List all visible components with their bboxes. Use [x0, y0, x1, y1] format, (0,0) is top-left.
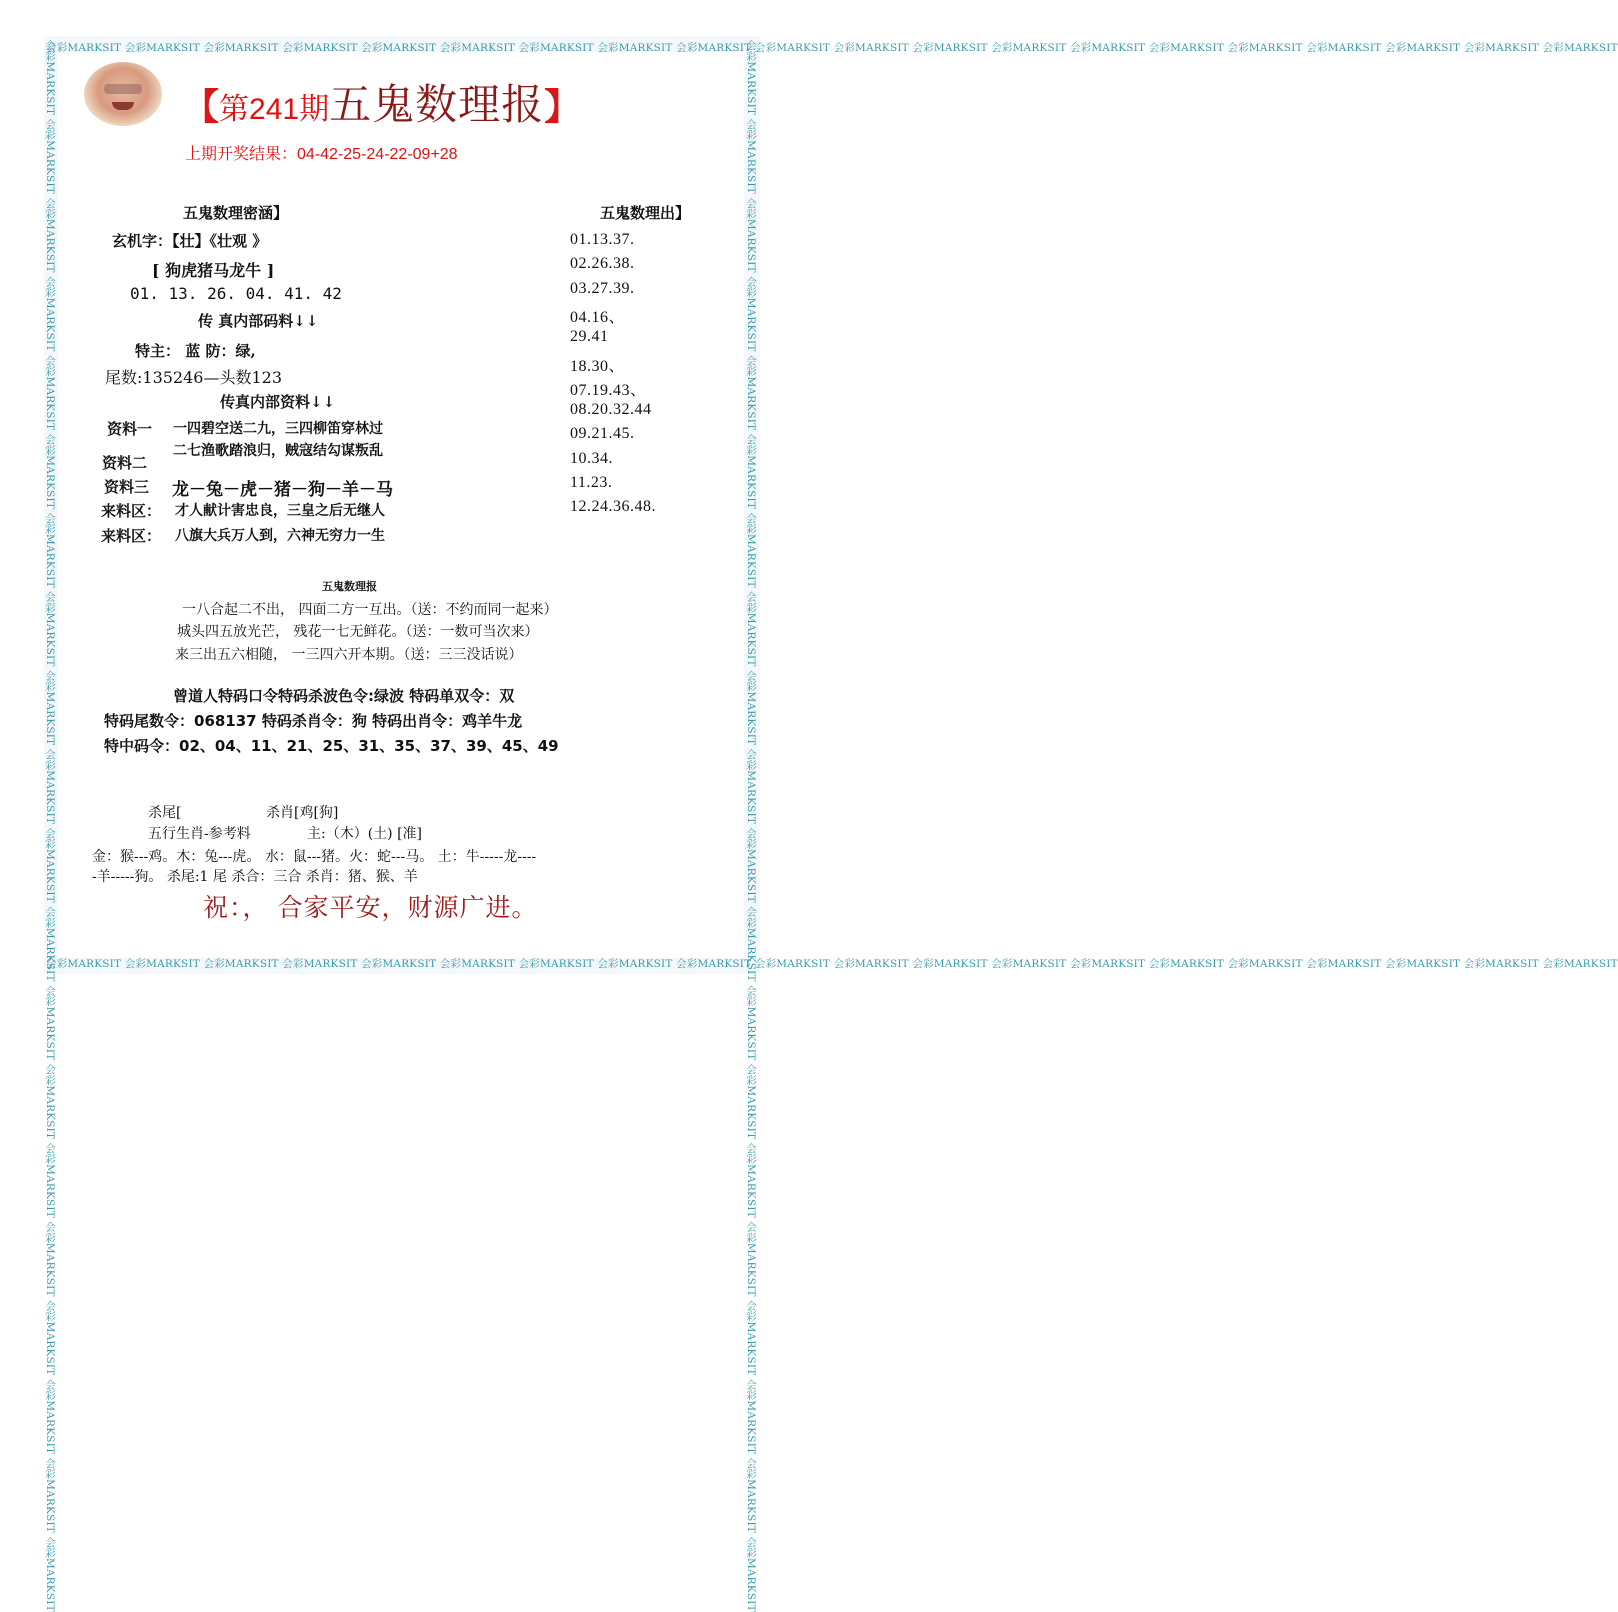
right-number-row: 08.20.32.44 — [570, 401, 652, 419]
info-label-4: 来料区： — [101, 502, 162, 520]
right-number-row: 10.34. — [570, 449, 613, 467]
command-line-1: 曾道人特码口令特码杀波色令:绿波 特码单双令：双 — [173, 687, 515, 705]
poem-line-3: 来三出五六相随， 一三四六开本期。（送：三三没话说） — [175, 647, 523, 663]
last-result-label: 上期开奖结果： — [185, 146, 298, 163]
info-text-1: 一四碧空送二九，三四柳笛穿林过 — [173, 421, 383, 437]
info-label-1: 资料一 — [107, 420, 153, 438]
blessing: 祝：， 合家平安，财源广进。 — [203, 893, 538, 922]
command-line-3: 特中码令：02、04、11、21、25、31、35、37、39、45、49 — [104, 737, 559, 755]
title-text: 五鬼数理报 — [329, 80, 545, 129]
info-text-5: 八旗大兵万人到，六神无穷力一生 — [175, 528, 385, 544]
title-bracket-close: 】 — [544, 86, 581, 128]
kill-tail: 杀尾[ — [148, 805, 182, 821]
border-watermark-bottom: 会彩MARKSIT 会彩MARKSIT 会彩MARKSIT 会彩MARKSIT 会彩MARKSIT 会彩MARKSIT 会彩MARKSIT 会彩MARKSIT 会彩MARKSIT 会彩MARKSIT 会彩MARKSIT 会彩MARKSIT 会彩MARKSIT 会彩MARKSIT 会彩MARKSIT 会彩MARKSIT 会彩MARKSIT 会彩MARKSIT 会彩MARKSIT 会彩MARKSIT — [46, 958, 1618, 970]
right-heading: 五鬼数理出】 — [600, 204, 691, 222]
fax-info-heading: 传真内部资料↓↓ — [220, 393, 336, 411]
zodiac-list: [ 狗虎猪马龙牛 ] — [152, 261, 275, 280]
info-text-2: 二七渔歌踏浪归，贼寇结勾谋叛乱 — [173, 443, 383, 459]
right-number-row: 12.24.36.48. — [570, 498, 656, 516]
wuxing-reference: 五行生肖-参考料 — [148, 826, 251, 842]
poem-heading: 五鬼数理报 — [322, 580, 377, 593]
border-watermark-left: 会彩MARKSIT 会彩MARKSIT 会彩MARKSIT 会彩MARKSIT 会彩MARKSIT 会彩MARKSIT 会彩MARKSIT 会彩MARKSIT 会彩MARKSIT 会彩MARKSIT 会彩MARKSIT 会彩MARKSIT 会彩MARKSIT 会彩MARKSIT 会彩MARKSIT 会彩MARKSIT 会彩MARKSIT 会彩MARKSIT 会彩MARKSIT 会彩MARKSIT — [44, 40, 56, 1612]
number-list: 01. 13. 26. 04. 41. 42 — [130, 284, 342, 303]
right-number-row: 04.16、 — [570, 308, 626, 326]
poem-line-2: 城头四五放光芒， 残花一七无鲜花。（送：一数可当次来） — [177, 624, 539, 640]
info-text-4: 才人献计害忠良，三皇之后无继人 — [175, 503, 385, 519]
command-line-2: 特码尾数令：068137 特码杀肖令：狗 特码出肖令：鸡羊牛龙 — [104, 712, 523, 730]
right-number-row: 02.26.38. — [570, 255, 635, 273]
info-text-3: 龙－兔－虎－猪－狗－羊－马 — [172, 480, 393, 500]
right-number-row: 11.23. — [570, 474, 613, 491]
tail-numbers: 尾数:135246—头数123 — [105, 368, 283, 387]
left-heading: 五鬼数理密涵】 — [183, 204, 289, 222]
right-number-row: 18.30、 — [570, 357, 626, 375]
right-number-row: 29.41 — [570, 328, 609, 346]
right-number-row: 07.19.43、 — [570, 381, 647, 399]
info-label-2: 资料二 — [102, 454, 148, 472]
border-watermark-right: 会彩MARKSIT 会彩MARKSIT 会彩MARKSIT 会彩MARKSIT 会彩MARKSIT 会彩MARKSIT 会彩MARKSIT 会彩MARKSIT 会彩MARKSIT 会彩MARKSIT 会彩MARKSIT 会彩MARKSIT 会彩MARKSIT 会彩MARKSIT 会彩MARKSIT 会彩MARKSIT 会彩MARKSIT 会彩MARKSIT 会彩MARKSIT 会彩MARKSIT — [745, 40, 757, 1612]
info-label-5: 来料区： — [101, 527, 162, 545]
te-zhu: 特主： 蓝 防：绿, — [135, 342, 256, 360]
kill-zodiac: 杀肖[鸡[狗] — [266, 805, 339, 821]
last-result — [185, 141, 458, 164]
page-title — [183, 72, 580, 132]
right-number-row: 01.13.37. — [570, 231, 635, 248]
last-result-value: 04-42-25-24-22-09+28 — [297, 146, 458, 163]
wuxing-line-1: 金：猴---鸡。木：兔---虎。 水：鼠---猪。火：蛇---马。 土：牛-----龙---- — [92, 849, 537, 865]
info-label-3: 资料三 — [104, 478, 150, 496]
poem-line-1: 一八合起二不出， 四面二方一互出。（送：不约而同一起来） — [182, 602, 558, 618]
right-number-row: 03.27.39. — [570, 279, 635, 297]
border-watermark-top: 会彩MARKSIT 会彩MARKSIT 会彩MARKSIT 会彩MARKSIT 会彩MARKSIT 会彩MARKSIT 会彩MARKSIT 会彩MARKSIT 会彩MARKSIT 会彩MARKSIT 会彩MARKSIT 会彩MARKSIT 会彩MARKSIT 会彩MARKSIT 会彩MARKSIT 会彩MARKSIT 会彩MARKSIT 会彩MARKSIT 会彩MARKSIT 会彩MARKSIT — [46, 42, 1618, 54]
title-bracket-open: 【 — [183, 86, 220, 128]
avatar-image — [84, 62, 162, 126]
xuanji-text: 玄机字：【壮】《壮观 》 — [112, 232, 268, 250]
issue-number: 第241期 — [219, 93, 330, 126]
fax-code-heading: 传 真内部码料↓↓ — [198, 312, 319, 330]
main-elements: 主:（木）(土) [准] — [307, 826, 423, 842]
wuxing-line-2: -羊-----狗。 杀尾:1 尾 杀合：三合 杀肖：猪、猴、羊 — [92, 869, 418, 885]
right-number-row: 09.21.45. — [570, 425, 635, 443]
